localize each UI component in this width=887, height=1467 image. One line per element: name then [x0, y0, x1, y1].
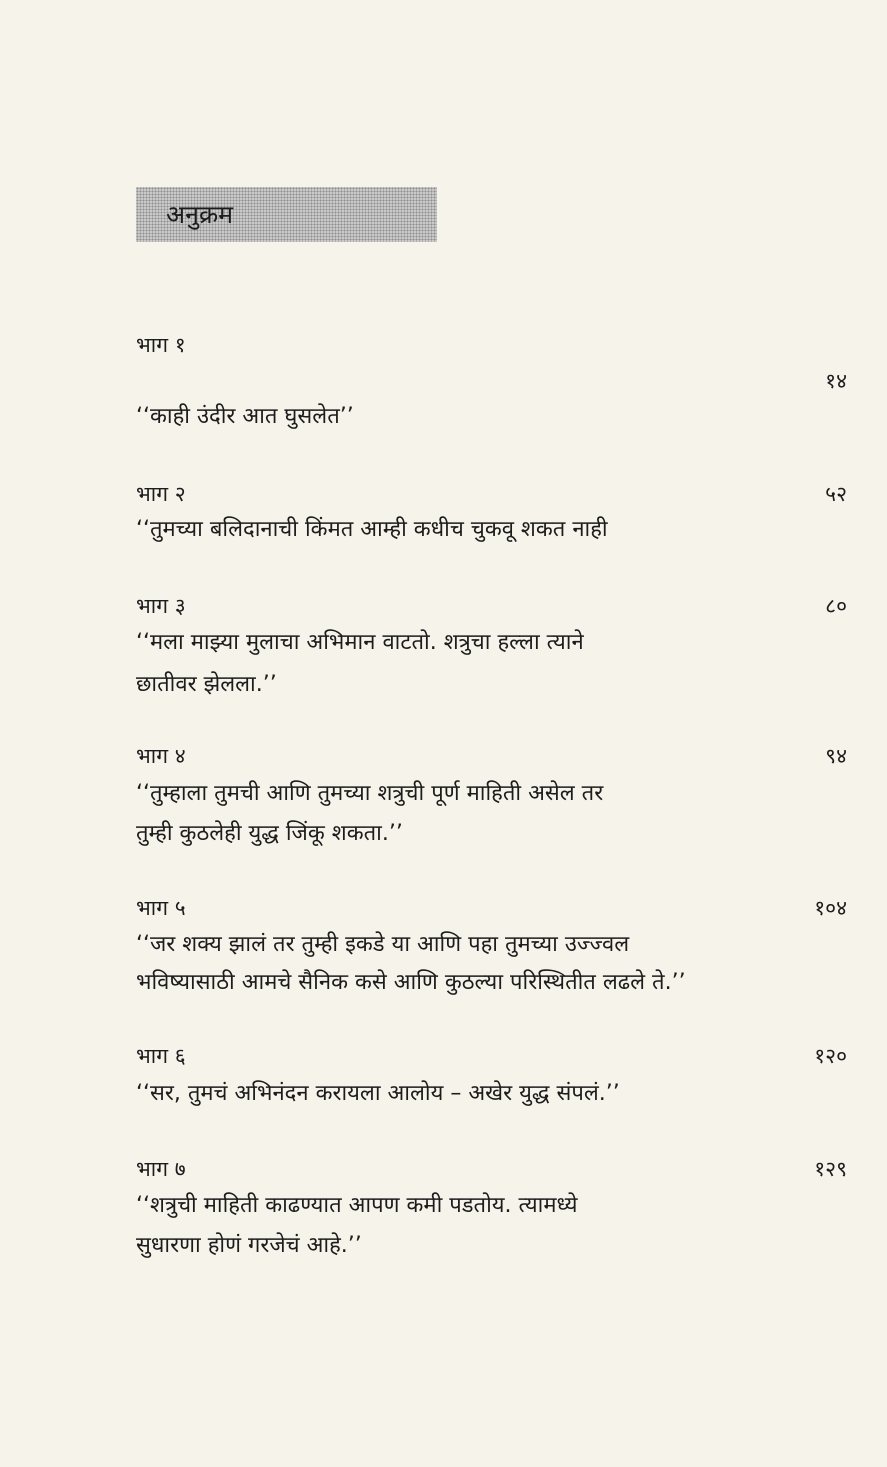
part-label: भाग ३ [136, 594, 186, 618]
chapter-title-continued: छातीवर झेलला.’’ [136, 672, 277, 697]
page-number: १२९ [814, 1157, 847, 1181]
contents-heading: अनुक्रम [166, 200, 234, 229]
chapter-title-continued: तुम्ही कुठलेही युद्ध जिंकू शकता.’’ [136, 821, 403, 846]
chapter-title: ‘‘तुम्हाला तुमची आणि तुमच्या शत्रुची पूर्ण माहिती असेल तर [136, 781, 604, 806]
chapter-title: ‘‘सर, तुमचं अभिनंदन करायला आलोय – अखेर युद्ध संपलं.’’ [136, 1081, 620, 1106]
part-label: भाग १ [136, 333, 186, 357]
part-label: भाग ६ [136, 1044, 186, 1068]
part-label: भाग २ [136, 482, 186, 506]
page-number: ५२ [825, 482, 847, 506]
page-number: १०४ [814, 896, 847, 920]
part-label: भाग ७ [136, 1157, 186, 1181]
chapter-title: ‘‘तुमच्या बलिदानाची किंमत आम्ही कधीच चुकवू शकत नाही [136, 517, 608, 542]
page-number: १२० [814, 1044, 847, 1068]
chapter-title: ‘‘शत्रुची माहिती काढण्यात आपण कमी पडतोय. त्यामध्ये [136, 1193, 578, 1218]
chapter-title: ‘‘मला माझ्या मुलाचा अभिमान वाटतो. शत्रुचा हल्ला त्याने [136, 630, 584, 655]
page-number: ८० [825, 594, 847, 618]
page-number: ९४ [825, 744, 847, 768]
page-number: १४ [825, 369, 847, 393]
part-label: भाग ४ [136, 744, 186, 768]
chapter-title-continued: भविष्यासाठी आमचे सैनिक कसे आणि कुठल्या परिस्थितीत लढले ते.’’ [136, 970, 686, 995]
part-label: भाग ५ [136, 896, 186, 920]
chapter-title-continued: सुधारणा होणं गरजेचं आहे.’’ [136, 1233, 362, 1258]
contents-heading-box [136, 187, 437, 242]
chapter-title: ‘‘जर शक्य झालं तर तुम्ही इकडे या आणि पहा तुमच्या उज्ज्वल [136, 932, 630, 957]
chapter-title: ‘‘काही उंदीर आत घुसलेत’’ [136, 404, 354, 429]
